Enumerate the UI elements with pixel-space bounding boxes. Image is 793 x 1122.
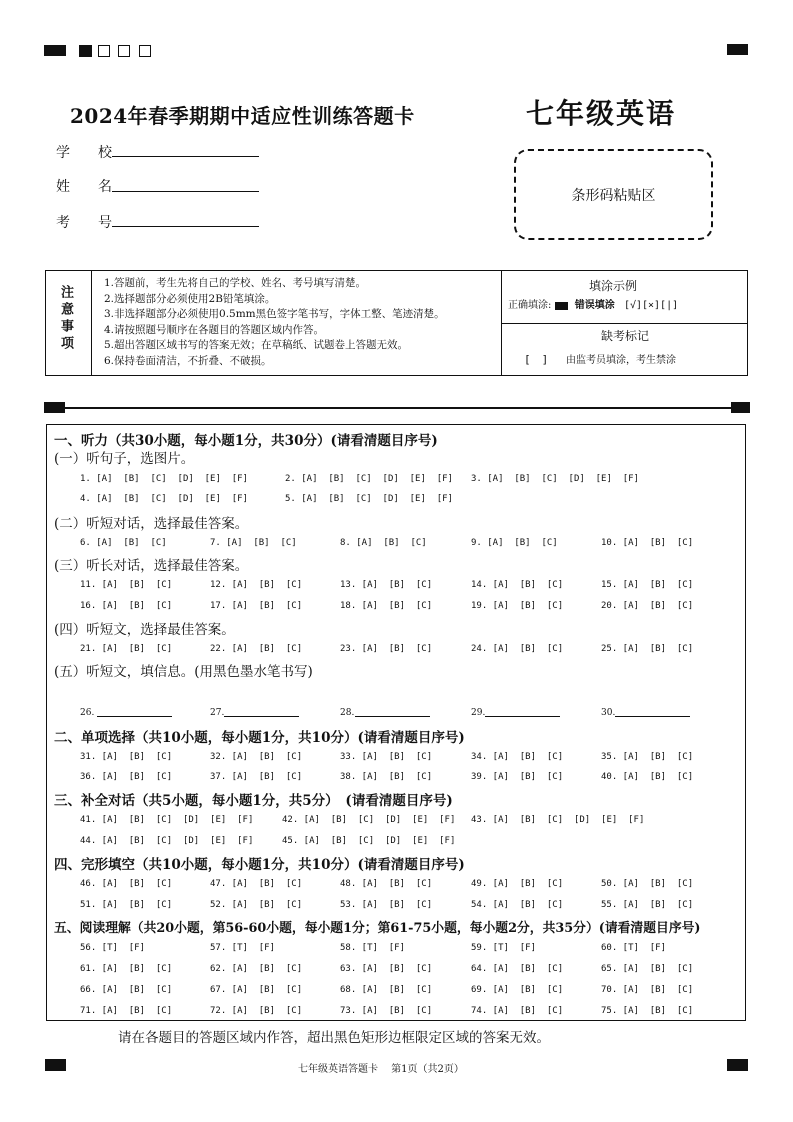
question-row[interactable]: 69. [A] [B] [C] [471,985,564,995]
section-dialogue: 三、补全对话（共5小题，每小题1分，共5分） (请看清题目序号) [54,793,453,809]
question-row[interactable]: 53. [A] [B] [C] [340,900,433,910]
fill-number: 28. [340,708,355,718]
question-row[interactable]: 54. [A] [B] [C] [471,900,564,910]
question-row[interactable]: 68. [A] [B] [C] [340,985,433,995]
barcode-label: 条形码粘贴区 [571,187,656,204]
fill-answer-line[interactable] [485,716,560,717]
question-row[interactable]: 8. [A] [B] [C] [340,538,427,548]
wrong-fill-label: 错误填涂 [574,300,615,311]
question-row[interactable]: 21. [A] [B] [C] [80,644,173,654]
subject-title: 七年级英语 [526,97,677,130]
question-row[interactable]: 19. [A] [B] [C] [471,601,564,611]
fill-answer-line[interactable] [615,716,690,717]
notice-item: 2.选择题部分必须使用2B铅笔填涂。 [104,292,276,305]
question-row[interactable]: 15. [A] [B] [C] [601,580,694,590]
question-row[interactable]: 32. [A] [B] [C] [210,752,303,762]
question-row[interactable]: 37. [A] [B] [C] [210,772,303,782]
section-listening: 一、听力（共30小题，每小题1分，共30分）(请看清题目序号) [54,433,438,449]
question-row[interactable]: 5. [A] [B] [C] [D] [E] [F] [285,494,453,504]
fill-answer-line[interactable] [224,716,299,717]
absent-checkbox[interactable]: [ ] [524,353,549,366]
question-row[interactable]: 24. [A] [B] [C] [471,644,564,654]
page-id-mark-empty [98,45,110,57]
question-row[interactable]: 60. [T] [F] [601,943,667,953]
notice-item: 3.非选择题部分必须使用0.5mm黑色签字笔书写，字体工整、笔迹清楚。 [104,308,445,321]
question-row[interactable]: 34. [A] [B] [C] [471,752,564,762]
page-info: 七年级英语答题卡 第1页（共2页） [298,1064,464,1075]
question-row[interactable]: 33. [A] [B] [C] [340,752,433,762]
separator-line [65,407,731,409]
fill-example-row [508,296,678,311]
fill-example-title: 填涂示例 [589,279,638,293]
exam-title: 2024年春季期期中适应性训练答题卡 [70,104,415,128]
question-row[interactable]: 61. [A] [B] [C] [80,964,173,974]
question-row[interactable]: 35. [A] [B] [C] [601,752,694,762]
question-row[interactable]: 70. [A] [B] [C] [601,985,694,995]
question-row[interactable]: 46. [A] [B] [C] [80,879,173,889]
barcode-area [514,149,713,240]
question-row[interactable]: 3. [A] [B] [C] [D] [E] [F] [471,474,639,484]
page-id-mark-empty [139,45,151,57]
listening-part-4: (四）听短文，选择最佳答案。 [54,622,235,638]
fill-number: 26. [80,708,95,718]
fill-answer-line[interactable] [355,716,430,717]
page-id-mark-empty [118,45,130,57]
question-row[interactable]: 51. [A] [B] [C] [80,900,173,910]
question-row[interactable]: 59. [T] [F] [471,943,537,953]
notice-item: 6.保持卷面清洁，不折叠、不破损。 [104,354,272,367]
question-row[interactable]: 44. [A] [B] [C] [D] [E] [F] [80,836,254,846]
question-row[interactable]: 7. [A] [B] [C] [210,538,297,548]
question-row[interactable]: 18. [A] [B] [C] [340,601,433,611]
fill-number: 29. [471,708,486,718]
notice-heading: 注意事项 [58,285,73,353]
fill-number: 30. [601,708,616,718]
question-row[interactable]: 16. [A] [B] [C] [80,601,173,611]
fill-answer-line[interactable] [97,716,172,717]
question-row[interactable]: 9. [A] [B] [C] [471,538,558,548]
notice-divider [91,271,92,375]
question-row[interactable]: 41. [A] [B] [C] [D] [E] [F] [80,815,254,825]
notice-box [45,270,748,376]
question-row[interactable]: 12. [A] [B] [C] [210,580,303,590]
question-row[interactable]: 40. [A] [B] [C] [601,772,694,782]
page-id-mark-filled [79,45,92,57]
question-row[interactable]: 47. [A] [B] [C] [210,879,303,889]
question-row[interactable]: 73. [A] [B] [C] [340,1006,433,1016]
question-row[interactable]: 20. [A] [B] [C] [601,601,694,611]
question-row[interactable]: 2. [A] [B] [C] [D] [E] [F] [285,474,453,484]
question-row[interactable]: 57. [T] [F] [210,943,276,953]
separator-mark-right [731,402,750,413]
question-row[interactable]: 48. [A] [B] [C] [340,879,433,889]
notice-item: 5.超出答题区域书写的答案无效；在草稿纸、试题卷上答题无效。 [104,339,409,352]
exam-number-label: 考 号 [56,215,112,231]
corner-mark-top-right [727,44,748,55]
absent-note: 由监考员填涂，考生禁涂 [566,355,676,366]
separator-mark-left [44,402,65,413]
question-row[interactable]: 49. [A] [B] [C] [471,879,564,889]
corner-mark-top-left [44,45,66,56]
wrong-fill-marks: [√][×][|] [623,300,679,311]
listening-part-3: (三）听长对话，选择最佳答案。 [54,558,249,574]
question-row[interactable]: 17. [A] [B] [C] [210,601,303,611]
school-field[interactable] [112,156,259,157]
question-row[interactable]: 64. [A] [B] [C] [471,964,564,974]
question-row[interactable]: 10. [A] [B] [C] [601,538,694,548]
school-label: 学 校 [56,145,112,161]
question-row[interactable]: 62. [A] [B] [C] [210,964,303,974]
question-row[interactable]: 55. [A] [B] [C] [601,900,694,910]
footer-warning: 请在各题目的答题区域内作答，超出黑色矩形边框限定区域的答案无效。 [118,1030,550,1046]
absent-title: 缺考标记 [601,329,650,343]
question-row[interactable]: 42. [A] [B] [C] [D] [E] [F] [282,815,456,825]
question-row[interactable]: 52. [A] [B] [C] [210,900,303,910]
question-row[interactable]: 22. [A] [B] [C] [210,644,303,654]
question-row[interactable]: 36. [A] [B] [C] [80,772,173,782]
correct-fill-mark [555,302,568,310]
listening-part-1: (一）听句子，选图片。 [54,451,195,467]
question-row[interactable]: 66. [A] [B] [C] [80,985,173,995]
name-field[interactable] [112,191,259,192]
question-row[interactable]: 13. [A] [B] [C] [340,580,433,590]
question-row[interactable]: 39. [A] [B] [C] [471,772,564,782]
corner-mark-bottom-left [45,1059,66,1071]
question-row[interactable]: 43. [A] [B] [C] [D] [E] [F] [471,815,645,825]
question-row[interactable]: 6. [A] [B] [C] [80,538,167,548]
question-row[interactable]: 71. [A] [B] [C] [80,1006,173,1016]
question-row[interactable]: 1. [A] [B] [C] [D] [E] [F] [80,474,248,484]
exam-number-field[interactable] [112,226,259,227]
section-reading: 五、阅读理解（共20小题，第56-60小题，每小题1分；第61-75小题，每小题2分，共35分）(请看清题目序号) [54,921,701,936]
name-label: 姓 名 [56,179,112,195]
question-row[interactable]: 58. [T] [F] [340,943,406,953]
question-row[interactable]: 63. [A] [B] [C] [340,964,433,974]
correct-fill-label: 正确填涂: [508,300,552,311]
question-row[interactable]: 56. [T] [F] [80,943,146,953]
question-row[interactable]: 11. [A] [B] [C] [80,580,173,590]
question-row[interactable]: 72. [A] [B] [C] [210,1006,303,1016]
question-row[interactable]: 50. [A] [B] [C] [601,879,694,889]
fill-number: 27. [210,708,225,718]
question-row[interactable]: 67. [A] [B] [C] [210,985,303,995]
question-row[interactable]: 38. [A] [B] [C] [340,772,433,782]
question-row[interactable]: 14. [A] [B] [C] [471,580,564,590]
notice-right-hline [501,323,748,324]
question-row[interactable]: 74. [A] [B] [C] [471,1006,564,1016]
question-row[interactable]: 25. [A] [B] [C] [601,644,694,654]
question-row[interactable]: 4. [A] [B] [C] [D] [E] [F] [80,494,248,504]
notice-item: 1.答题前，考生先将自己的学校、姓名、考号填写清楚。 [104,277,367,289]
notice-item: 4.请按照题号顺序在各题目的答题区域内作答。 [104,323,325,336]
section-cloze: 四、完形填空（共10小题，每小题1分，共10分）(请看清题目序号) [54,857,465,873]
question-row[interactable]: 31. [A] [B] [C] [80,752,173,762]
question-row[interactable]: 45. [A] [B] [C] [D] [E] [F] [282,836,456,846]
listening-part-5: (五）听短文，填信息。(用黑色墨水笔书写) [54,664,313,680]
question-row[interactable]: 23. [A] [B] [C] [340,644,433,654]
question-row[interactable]: 65. [A] [B] [C] [601,964,694,974]
listening-part-2: (二）听短对话，选择最佳答案。 [54,516,249,532]
corner-mark-bottom-right [727,1059,748,1071]
notice-list [104,276,504,370]
question-row[interactable]: 75. [A] [B] [C] [601,1006,694,1016]
section-single-choice: 二、单项选择（共10小题，每小题1分，共10分）(请看清题目序号) [54,730,465,746]
